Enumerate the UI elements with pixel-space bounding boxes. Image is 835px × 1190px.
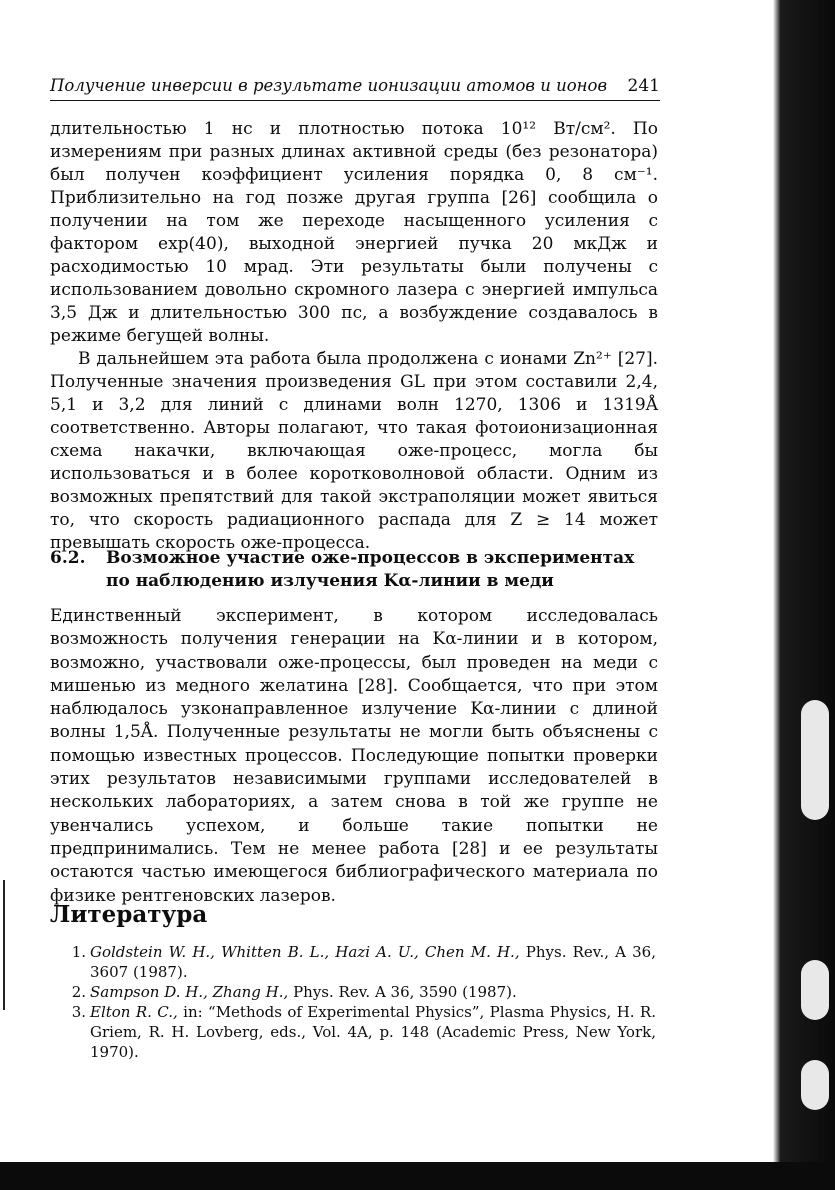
reference-details: in: “Methods of Experimental Physics”, Plasma Physics, H. R. Griem, R. H. Lovberg, eds., Vol. 4A, p. 148 (Academic Press, New York, 1970). [90,1003,656,1061]
reference-number: 2. [71,983,86,1001]
reference-details: Phys. Rev., A 36, 3607 (1987). [90,943,656,981]
left-scan-artifact [3,880,5,1010]
page-number: 241 [627,76,660,96]
reference-authors: Elton R. C., [90,1003,178,1021]
section-title-line2: по наблюдению излучения Kα-линии в меди [106,571,554,591]
literature-heading: Литература [50,901,208,928]
body-text [50,118,658,555]
section-body: Единственный эксперимент, в котором исследовалась возможность получения генерации на Kα-линии и в котором, возможно, участвовали оже-процессы, был проведен на меди с мишенью из медного желатина [28]. Сообщается, что при этом наблюдалось узконаправленное излучение Kα-линии с длиной волны 1,5Å. Полученные результаты не могли быть объяснены с помощью известных процессов. Последующие попытки проверки этих результатов независимыми группами исследователей в нескольких лабораториях, а затем снова в той же группе не увенчались успехом, и больше такие попытки не предпринимались. Тем не менее работа [28] и ее результаты остаются частью имеющегося библиографического материала по физике рентгеновских лазеров. [50,606,658,906]
paragraph-1: длительностью 1 нс и плотностью потока 10¹² Вт/см². По измерениям при разных длинах активной среды (без резонатора) был получен коэффициент усиления порядка 0, 8 см⁻¹. Приблизительно на год позже другая группа [26] сообщила о получении на том же переходе насыщенного усиления с фактором exp(40), выходной энергией пучка 20 мкДж и расходимостью 10 мрад. Эти результаты были получены с использованием довольно скромного лазера с энергией импульса 3,5 Дж и длительностью 300 пс, а возбуждение создавалось в режиме бегущей волны. [50,119,658,346]
edge-scan-artifact [801,1060,829,1110]
section-title-line1: Возможное участие оже-процессов в экспериментах [106,548,635,568]
running-header [50,76,660,101]
reference-item [50,982,656,1002]
reference-item [50,942,656,982]
edge-scan-artifact [801,960,829,1020]
edge-scan-artifact [801,700,829,820]
reference-authors: Goldstein W. H., Whitten B. L., Hazi A. U., Chen M. H., [90,943,520,961]
running-title: Получение инверсии в результате ионизации атомов и ионов [50,76,608,95]
section-heading [50,547,658,593]
reference-item [50,1002,656,1062]
reference-authors: Sampson D. H., Zhang H., [90,983,289,1001]
section-number: 6.2. [50,548,86,568]
reference-number: 1. [71,943,86,961]
paragraph-2: В дальнейшем эта работа была продолжена с ионами Zn²⁺ [27]. Полученные значения произведения GL при этом составили 2,4, 5,1 и 3,2 для линий с длинами волн 1270, 1306 и 1319Å соответственно. Авторы полагают, что такая фотоионизационная схема накачки, включающая оже-процесс, могла бы использоваться и в более коротковолновой области. Одним из возможных препятствий для такой экстраполяции может явиться то, что скорость радиационного распада для Z ≥ 14 может превышать скорость оже-процесса. [50,349,658,553]
reference-list [50,942,656,1062]
reference-details: Phys. Rev. A 36, 3590 (1987). [293,983,517,1001]
reference-number: 3. [71,1003,86,1021]
page-bottom-edge [0,1162,835,1190]
